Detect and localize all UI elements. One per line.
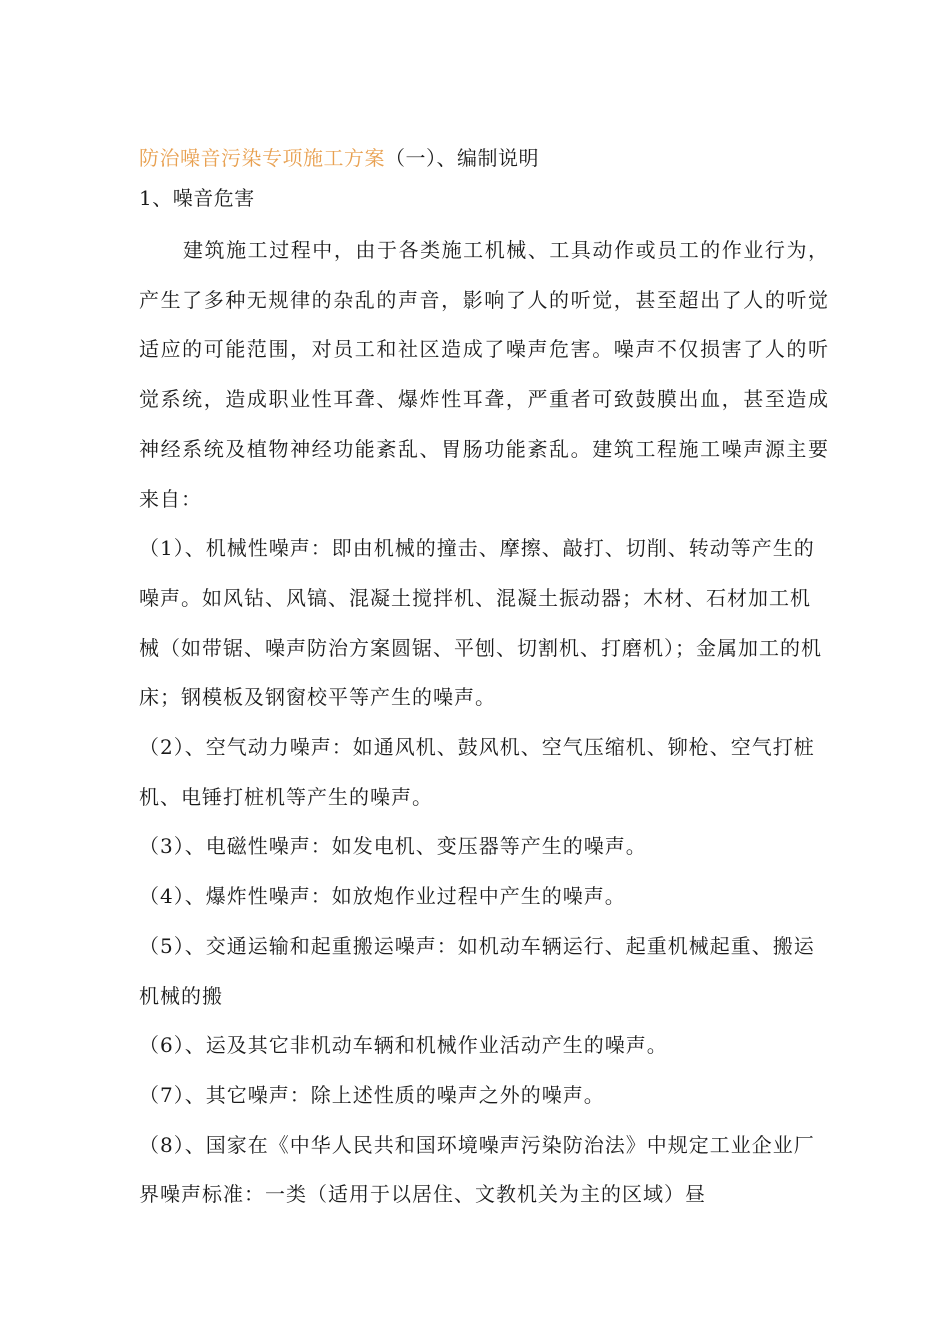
list-item-3: （3）、电磁性噪声：如发电机、变压器等产生的噪声。 [139,834,647,859]
list-item-4: （4）、爆炸性噪声：如放炮作业过程中产生的噪声。 [139,884,626,909]
section-heading: 1、噪音危害 [139,186,255,210]
document-title [139,138,829,178]
list-item-5: （5）、交通运输和起重搬运噪声：如机动车辆运行、起重机械起重、搬运机械的搬 [139,933,815,1008]
title-rest-text: （一）、编制说明 [385,146,539,170]
document-content [139,138,829,1220]
intro-paragraph: 建筑施工过程中，由于各类施工机械、工具动作或员工的作业行为，产生了多种无规律的杂乱的声音，影响了人的听觉，甚至超出了人的听觉适应的可能范围，对员工和社区造成了噪声危害。噪声不仅损害了人的听觉系统，造成职业性耳聋、爆炸性耳聋，严重者可致鼓膜出血，甚至造成神经系统及植物神经功能紊乱、胃肠功能紊乱。建筑工程施工噪声源主要来自： [139,238,829,511]
list-item-1: （1）、机械性噪声：即由机械的撞击、摩擦、敲打、切削、转动等产生的噪声。如风钻、风镐、混凝土搅拌机、混凝土振动器；木材、石材加工机械（如带锯、噪声防治方案圆锯、平刨、切割机、打磨机）；金属加工的机床；钢模板及钢窗校平等产生的噪声。 [139,536,822,710]
list-item-8: （8）、国家在《中华人民共和国环境噪声污染防治法》中规定工业企业厂界噪声标准：一类（适用于以居住、文教机关为主的区域）昼 [139,1132,815,1207]
list-item-2: （2）、空气动力噪声：如通风机、鼓风机、空气压缩机、铆枪、空气打桩机、电锤打桩机等产生的噪声。 [139,735,815,809]
list-item-6: （6）、运及其它非机动车辆和机械作业活动产生的噪声。 [139,1033,668,1058]
list-item-7: （7）、其它噪声：除上述性质的噪声之外的噪声。 [139,1082,605,1107]
title-accent-text: 防治噪音污染专项施工方案 [139,146,385,170]
